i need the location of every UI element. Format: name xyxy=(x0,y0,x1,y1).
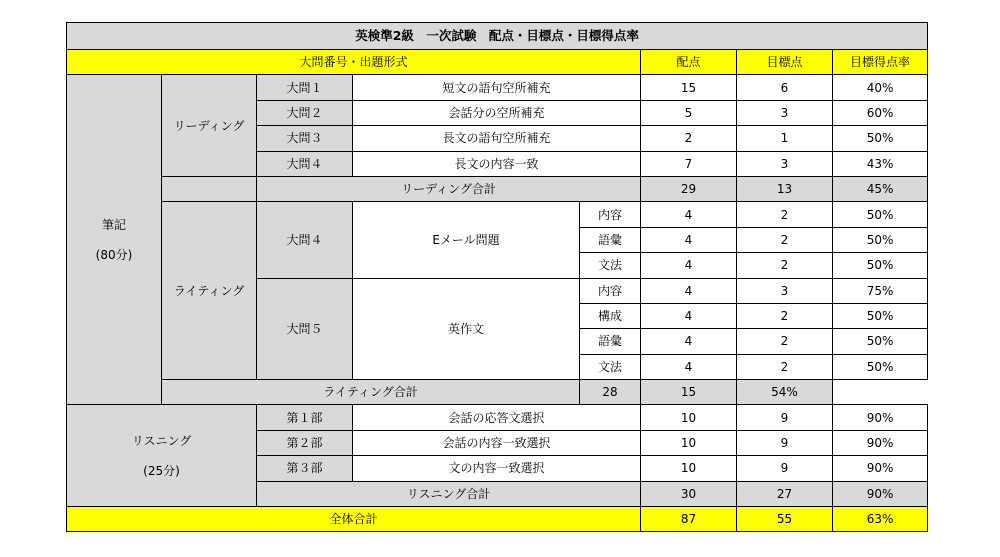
listening-total-label: リスニング合計 xyxy=(257,481,641,506)
target-cell: 2 xyxy=(737,253,833,278)
points-cell: 15 xyxy=(641,75,737,100)
table-row xyxy=(67,405,928,430)
writing-total-row xyxy=(67,380,928,405)
target-cell: 2 xyxy=(737,202,833,227)
rate-cell: 50% xyxy=(833,253,928,278)
rate-cell: 54% xyxy=(737,380,833,405)
question-number: 第３部 xyxy=(257,456,353,481)
criterion-cell: 文法 xyxy=(580,354,641,379)
question-type: 会話の応答文選択 xyxy=(353,405,641,430)
question-type: 短文の語句空所補充 xyxy=(353,75,641,100)
question-number: 大問１ xyxy=(257,75,353,100)
points-cell: 4 xyxy=(641,329,737,354)
target-cell: 9 xyxy=(737,405,833,430)
rate-cell: 90% xyxy=(833,456,928,481)
question-type: 長文の語句空所補充 xyxy=(353,126,641,151)
rate-cell: 50% xyxy=(833,329,928,354)
target-cell: 3 xyxy=(737,100,833,125)
question-number: 大問３ xyxy=(257,126,353,151)
rate-cell: 90% xyxy=(833,430,928,455)
rate-cell: 90% xyxy=(833,481,928,506)
criterion-cell: 語彙 xyxy=(580,329,641,354)
criterion-cell: 語彙 xyxy=(580,227,641,252)
reading-total-row xyxy=(67,176,928,201)
writing-label: ライティング xyxy=(162,202,257,380)
question-type: 文の内容一致選択 xyxy=(353,456,641,481)
question-number: 大問２ xyxy=(257,100,353,125)
rate-cell: 75% xyxy=(833,278,928,303)
title-row xyxy=(67,23,928,50)
target-cell: 2 xyxy=(737,354,833,379)
header-rate: 目標得点率 xyxy=(833,50,928,75)
table-title: 英検準2級 一次試験 配点・目標点・目標得点率 xyxy=(67,23,928,50)
points-cell: 10 xyxy=(641,430,737,455)
question-number: 第２部 xyxy=(257,430,353,455)
points-cell: 4 xyxy=(641,303,737,328)
rate-cell: 63% xyxy=(833,507,928,532)
header-points: 配点 xyxy=(641,50,737,75)
target-cell: 9 xyxy=(737,456,833,481)
points-cell: 4 xyxy=(641,278,737,303)
target-cell: 2 xyxy=(737,227,833,252)
criterion-cell: 内容 xyxy=(580,202,641,227)
rate-cell: 90% xyxy=(833,405,928,430)
grand-total-label: 全体合計 xyxy=(67,507,641,532)
target-cell: 15 xyxy=(641,380,737,405)
header-target: 目標点 xyxy=(737,50,833,75)
question-type: 会話の内容一致選択 xyxy=(353,430,641,455)
rate-cell: 50% xyxy=(833,202,928,227)
rate-cell: 50% xyxy=(833,303,928,328)
criterion-cell: 構成 xyxy=(580,303,641,328)
target-cell: 3 xyxy=(737,278,833,303)
question-type: 英作文 xyxy=(353,278,580,380)
points-cell: 30 xyxy=(641,481,737,506)
rate-cell: 60% xyxy=(833,100,928,125)
header-row xyxy=(67,50,928,75)
points-cell: 4 xyxy=(641,202,737,227)
target-cell: 55 xyxy=(737,507,833,532)
question-number: 大問４ xyxy=(257,151,353,176)
criterion-cell: 内容 xyxy=(580,278,641,303)
question-type: 長文の内容一致 xyxy=(353,151,641,176)
target-cell: 6 xyxy=(737,75,833,100)
listening-name: リスニング xyxy=(131,433,192,448)
target-cell: 9 xyxy=(737,430,833,455)
rate-cell: 43% xyxy=(833,151,928,176)
grand-total-row xyxy=(67,507,928,532)
points-cell: 4 xyxy=(641,253,737,278)
reading-total-label: リーディング合計 xyxy=(257,176,641,201)
target-cell: 2 xyxy=(737,329,833,354)
points-cell: 2 xyxy=(641,126,737,151)
rate-cell: 50% xyxy=(833,126,928,151)
writing-total-label: ライティング合計 xyxy=(162,380,580,405)
question-number: 大問５ xyxy=(257,278,353,380)
header-section: 大問番号・出題形式 xyxy=(67,50,641,75)
question-number: 第１部 xyxy=(257,405,353,430)
table-row xyxy=(67,202,928,227)
target-cell: 27 xyxy=(737,481,833,506)
reading-total-spacer xyxy=(162,176,257,201)
points-cell: 4 xyxy=(641,354,737,379)
table-row xyxy=(67,75,928,100)
rate-cell: 50% xyxy=(833,354,928,379)
points-cell: 4 xyxy=(641,227,737,252)
points-cell: 10 xyxy=(641,456,737,481)
target-cell: 13 xyxy=(737,176,833,201)
score-table xyxy=(66,22,928,532)
points-cell: 10 xyxy=(641,405,737,430)
points-cell: 7 xyxy=(641,151,737,176)
rate-cell: 50% xyxy=(833,227,928,252)
points-cell: 29 xyxy=(641,176,737,201)
criterion-cell: 文法 xyxy=(580,253,641,278)
listening-label xyxy=(67,405,257,507)
question-type: Eメール問題 xyxy=(353,202,580,278)
target-cell: 2 xyxy=(737,303,833,328)
question-type: 会話分の空所補充 xyxy=(353,100,641,125)
rate-cell: 45% xyxy=(833,176,928,201)
question-number: 大問４ xyxy=(257,202,353,278)
listening-time: (25分) xyxy=(143,463,180,478)
writing-section-name: 筆記 xyxy=(101,217,126,232)
writing-section-time: (80分) xyxy=(95,247,133,262)
target-cell: 1 xyxy=(737,126,833,151)
rate-cell: 40% xyxy=(833,75,928,100)
points-cell: 87 xyxy=(641,507,737,532)
writing-section-label xyxy=(67,75,162,405)
points-cell: 28 xyxy=(580,380,641,405)
points-cell: 5 xyxy=(641,100,737,125)
target-cell: 3 xyxy=(737,151,833,176)
reading-label: リーディング xyxy=(162,75,257,177)
